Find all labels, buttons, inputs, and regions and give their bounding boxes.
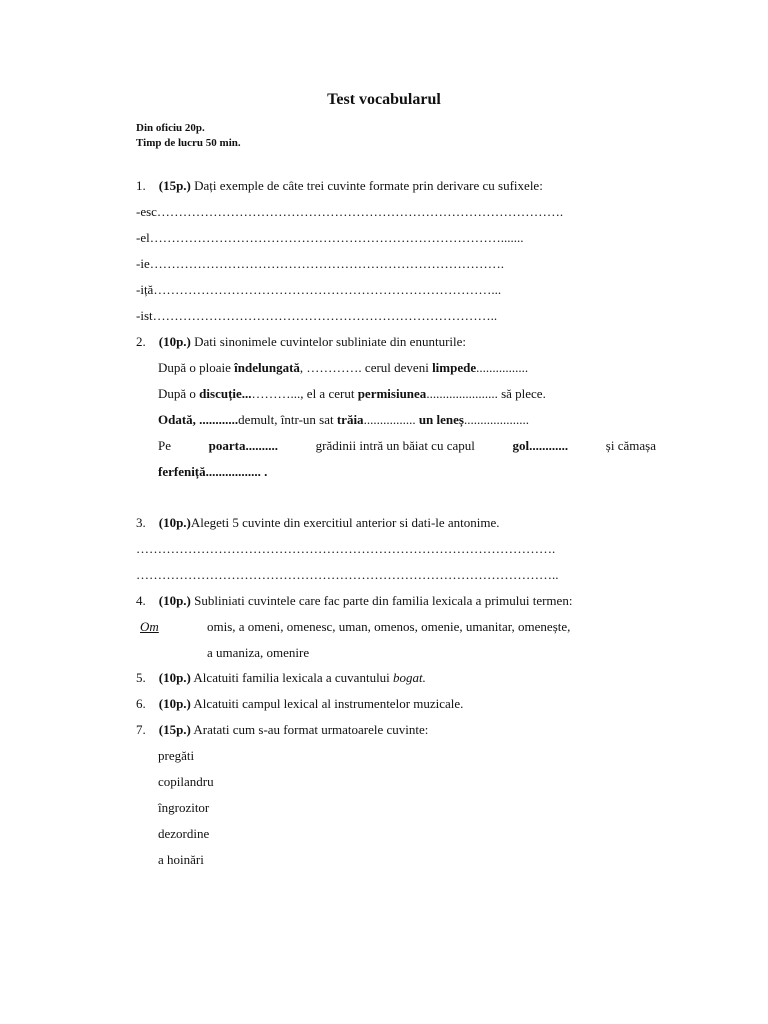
question-3 bbox=[136, 515, 500, 531]
question-points: (10p.) bbox=[158, 670, 191, 685]
answer-line-esc: -esc…………………………………………………………………………………. bbox=[136, 204, 564, 219]
question-6 bbox=[136, 696, 463, 712]
answer-line-1: ……………………………………………………………………………………. bbox=[136, 541, 556, 556]
question-4 bbox=[136, 593, 572, 609]
question-text: Alcatuiti familia lexicala a cuvantului bbox=[190, 670, 394, 685]
question-number: 6. bbox=[136, 696, 146, 711]
question-points: (10p.) bbox=[158, 515, 191, 530]
question-text: Alcatuiti campul lexical al instrumentelor muzicale. bbox=[190, 696, 464, 711]
sentence-4: Pe poarta.......... grădinii intră un băiat cu capul gol............ și cămașa bbox=[158, 438, 656, 453]
question-text: Dați exemple de câte trei cuvinte formate prin derivare cu sufixele: bbox=[190, 178, 543, 193]
question-number: 2. bbox=[136, 334, 146, 349]
target-word: bogat. bbox=[393, 670, 426, 685]
question-points: (10p.) bbox=[158, 696, 191, 711]
answer-line-ita: -iță……………………………………………………………………... bbox=[136, 282, 502, 297]
word-item: pregăti bbox=[158, 748, 195, 763]
family-term: Om bbox=[140, 619, 159, 634]
question-points: (15p.) bbox=[158, 722, 191, 737]
question-text: Alegeti 5 cuvinte din exercitiul anterior si dati-le antonime. bbox=[190, 515, 500, 530]
word-item: îngrozitor bbox=[158, 800, 210, 815]
question-number: 5. bbox=[136, 670, 146, 685]
meta-time: Timp de lucru 50 min. bbox=[136, 137, 241, 149]
question-points: (10p.) bbox=[158, 334, 191, 349]
question-number: 1. bbox=[136, 178, 146, 193]
word-item: dezordine bbox=[158, 826, 210, 841]
sentence-1: După o ploaie îndelungată, …………. cerul deveni limpede................ bbox=[158, 360, 529, 375]
word-item: copilandru bbox=[158, 774, 214, 789]
word-item: a hoinări bbox=[158, 852, 204, 867]
question-text: Aratati cum s-au format urmatoarele cuvinte: bbox=[190, 722, 429, 737]
sentence-2: După o discuție...………..., el a cerut permisiunea...................... să plece. bbox=[158, 386, 546, 401]
answer-line-2: …………………………………………………………………………………….. bbox=[136, 567, 559, 582]
answer-line-ie: -ie………………………………………………………………………. bbox=[136, 256, 504, 271]
question-2 bbox=[136, 334, 466, 350]
answer-line-ist: -ist…………………………………………………………………….. bbox=[136, 308, 498, 323]
meta-oficiu: Din oficiu 20p. bbox=[136, 122, 205, 134]
question-points: (15p.) bbox=[158, 178, 191, 193]
word-list-1: omis, a omeni, omenesc, uman, omenos, omenie, umanitar, omenește, bbox=[207, 619, 571, 634]
question-text: Subliniati cuvintele care fac parte din familia lexicala a primului termen: bbox=[190, 593, 573, 608]
question-7 bbox=[136, 722, 428, 738]
sentence-3: Odată, ............demult, într-un sat trăia................ un leneș.................... bbox=[158, 412, 529, 427]
page-title: Test vocabularul bbox=[327, 91, 441, 108]
question-text: Dati sinonimele cuvintelor subliniate din enunturile: bbox=[190, 334, 466, 349]
question-number: 4. bbox=[136, 593, 146, 608]
question-number: 7. bbox=[136, 722, 146, 737]
question-number: 3. bbox=[136, 515, 146, 530]
word-list-2: a umaniza, omenire bbox=[207, 645, 310, 660]
question-1 bbox=[136, 178, 543, 194]
question-5 bbox=[136, 670, 426, 686]
sentence-4-cont: ferfeniță................. . bbox=[158, 464, 268, 479]
question-points: (10p.) bbox=[158, 593, 191, 608]
answer-line-el: -el………………………………………………………………………....... bbox=[136, 230, 524, 245]
